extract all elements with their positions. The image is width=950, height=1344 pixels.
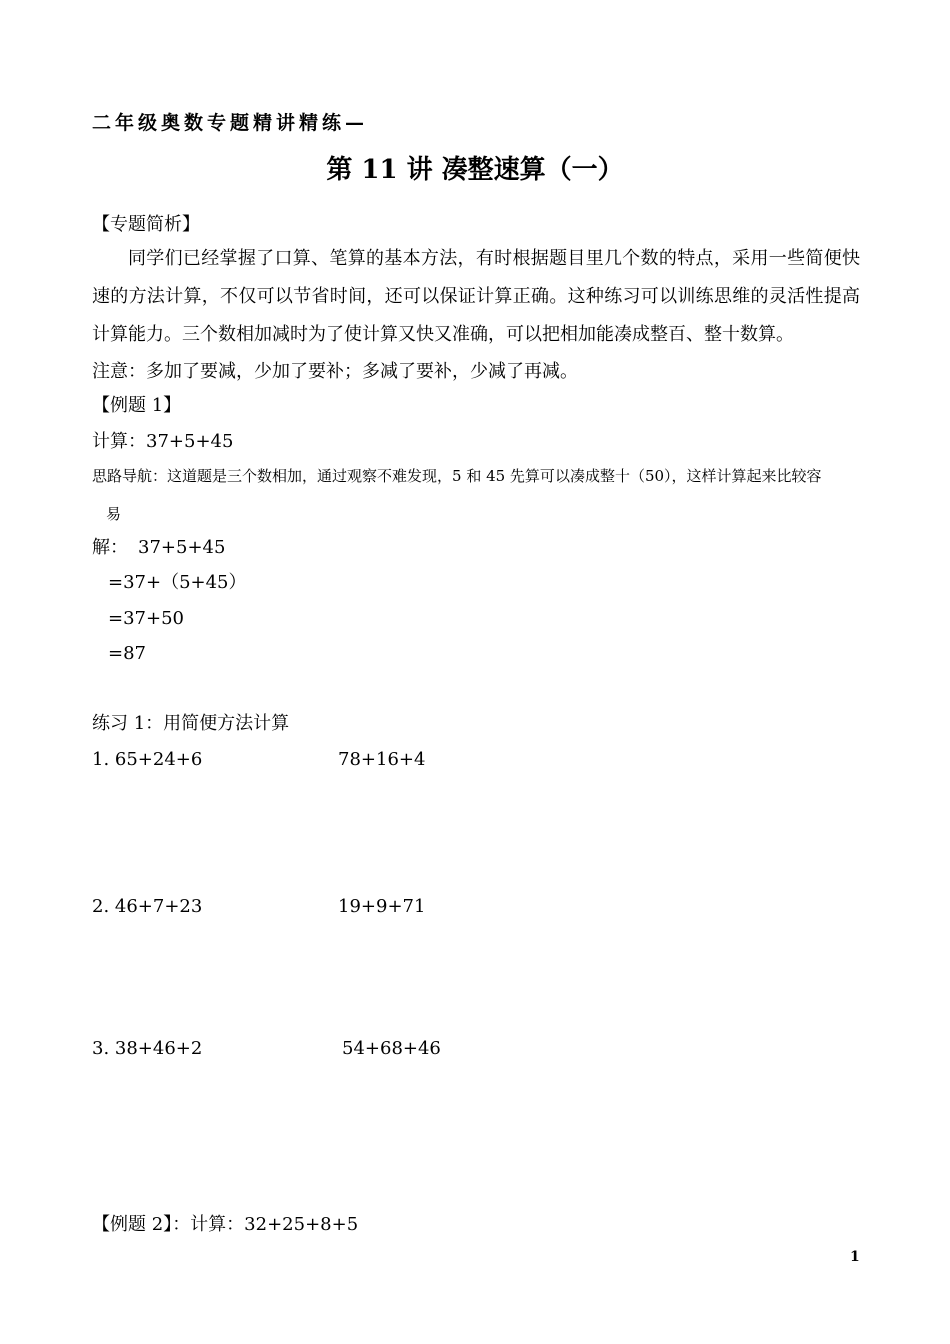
exercise1-problem-3-left: 3. 38+46+2	[92, 1038, 203, 1059]
example2-heading: 【例题 2】	[92, 1214, 173, 1235]
example2-line	[92, 1216, 358, 1234]
series-title: 二年级奥数专题精讲精练—	[92, 112, 369, 134]
example1-step-3: =87	[108, 643, 146, 664]
example1-step-1: =37+（5+45）	[108, 572, 247, 593]
example1-solution-label: 解：	[92, 537, 128, 558]
exercise1-problem-3-right: 54+68+46	[342, 1038, 441, 1059]
example1-heading: 【例题 1】	[92, 395, 182, 416]
example1-step-2: =37+50	[108, 608, 184, 629]
example1-problem: 计算：37+5+45	[92, 431, 234, 452]
example1-solution-expression: 37+5+45	[138, 537, 226, 558]
exercise1-problem-1-left: 1. 65+24+6	[92, 749, 203, 770]
example1-hint: 思路导航：这道题是三个数相加，通过观察不难发现，5 和 45 先算可以凑成整十（50），这样计算起来比较容	[92, 467, 822, 485]
exercise1-problem-1-right: 78+16+4	[338, 749, 426, 770]
exercise1-problem-2-right: 19+9+71	[338, 896, 426, 917]
exercise1-problem-2-left: 2. 46+7+23	[92, 896, 203, 917]
lesson-title: 第 11 讲 凑整速算（一）	[326, 155, 624, 185]
example2-problem: ：计算：32+25+8+5	[172, 1214, 359, 1235]
example1-hint-continued: 易	[106, 505, 122, 523]
analysis-paragraph: 同学们已经掌握了口算、笔算的基本方法，有时根据题目里几个数的特点，采用一些简便快速的方法计算，不仅可以节省时间，还可以保证计算正确。这种练习可以训练思维的灵活性提高计算能力。三个数相加减时为了使计算又快又准确，可以把相加能凑成整百、整十数算。	[92, 248, 860, 345]
analysis-heading: 【专题简析】	[92, 214, 200, 235]
page-number: 1	[850, 1249, 860, 1265]
analysis-note: 注意：多加了要减，少加了要补；多减了要补，少减了再减。	[92, 361, 578, 382]
exercise1-heading: 练习 1：用简便方法计算	[92, 713, 290, 734]
